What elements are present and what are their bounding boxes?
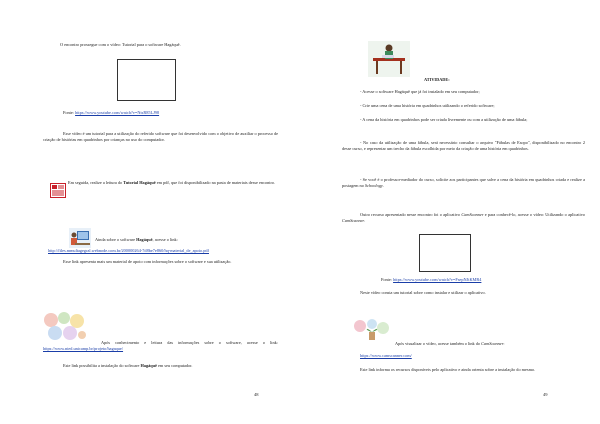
activity-bullet-2: - Crie uma cena de uma história em quadrinhos utilizando o referido software; bbox=[360, 103, 495, 108]
video-thumbnail[interactable] bbox=[419, 234, 471, 272]
activity-title: ATIVIDADE: bbox=[424, 77, 450, 82]
video-source: Fonte: https://www.youtube.com/watch?v=NtsR85LJ98 bbox=[63, 110, 160, 115]
material-link-line bbox=[48, 248, 288, 254]
camscanner-link[interactable]: https://www.camscanner.com/ bbox=[360, 353, 412, 358]
install-link[interactable]: https://www.nied.unicamp.br/projeto/hagaque/ bbox=[43, 346, 124, 352]
computer-user-illustration bbox=[69, 228, 91, 248]
page-number: 48 bbox=[254, 392, 259, 397]
plant-bubbles-illustration bbox=[352, 318, 392, 344]
right-page bbox=[300, 0, 600, 424]
video-description: Neste vídeo consta um tutorial sobre como instalar e utilizar o aplicativo. bbox=[360, 290, 486, 295]
reading-instructions: Em seguida, realize a leitura do Tutorial Hagáquê em pdf, que foi disponibilizado na pasta de materiais desse encontro. bbox=[68, 180, 276, 185]
activity-bullet-5: - Se você é o professor-mediador do curso, solicite aos participantes que salve a cena da história em quadrinhos criada e realize a postagem no Schoology. bbox=[342, 177, 585, 189]
camscanner-link-line bbox=[360, 353, 560, 359]
video-source-link[interactable]: https://www.youtube.com/watch?v=FsepNJtKMR4 bbox=[393, 277, 482, 282]
link-description: Este link informa os recursos disponíveis pelo aplicativo e ainda orienta sobre a instalação do mesmo. bbox=[360, 367, 536, 372]
video-source-link[interactable]: https://www.youtube.com/watch?v=NtsR85LJ98 bbox=[75, 110, 160, 115]
intro-text: O encontro prossegue com o vídeo: Tutorial para o software Hagáquê. bbox=[60, 42, 181, 47]
access-link-intro: Ainda sobre o software Hagáquê, acesse o link: bbox=[95, 237, 178, 242]
chat-bubbles-illustration bbox=[43, 312, 87, 342]
activity-bullet-4: - No caso da utilização de uma fábula, será necessário consultar o arquivo "Fábulas de Esopo", disponibilizado no encontro 2 desse curso, e representar um trecho da fábula escolhida por meio da criação de uma história em quadrinhos. bbox=[342, 140, 585, 152]
page-number: 49 bbox=[543, 392, 548, 397]
activity-bullet-3: - A cena da história em quadrinhos pode ser criada livremente ou com a utilização de uma fábula; bbox=[360, 117, 528, 122]
activity-bullet-1: - Acesse o software Hagáquê que já foi instalado em seu computador; bbox=[360, 89, 480, 94]
install-instructions: Após conhecimento e leitura das informações sobre o software, acesse o link: https://www.nied.unicamp.br/projeto/hagaque/ bbox=[43, 340, 278, 352]
video-description: Esse vídeo é um tutorial para a utilização do referido software que foi desenvolvido com o objetivo de auxiliar o processo de criação de histórias em quadrinhos por crianças no uso do computador. bbox=[43, 131, 278, 143]
material-link[interactable]: http://files.mmultagegral.webnode.com.br/200000264-7d8be7e860/hq-material_de_apoio.pdf bbox=[48, 248, 209, 253]
camscanner-intro: Outro recurso apresentado nesse encontro foi o aplicativo CamScanner e para conhecê-lo, acesse o vídeo: Utilizando o aplicativo CamScanner. bbox=[342, 212, 586, 224]
after-video-text: Após visualizar o vídeo, acesse também o link do CamScanner: bbox=[395, 341, 505, 346]
video-source: Fonte: https://www.youtube.com/watch?v=FsepNJtKMR4 bbox=[381, 277, 482, 282]
material-description: Esse link apresenta mais um material de apoio com informações sobre o software e sua utilização. bbox=[63, 259, 232, 264]
person-at-desk-illustration bbox=[368, 41, 410, 77]
install-description: Este link possibilita a instalação do software Hagáquê em seu computador. bbox=[63, 363, 193, 368]
video-thumbnail[interactable] bbox=[117, 59, 176, 101]
